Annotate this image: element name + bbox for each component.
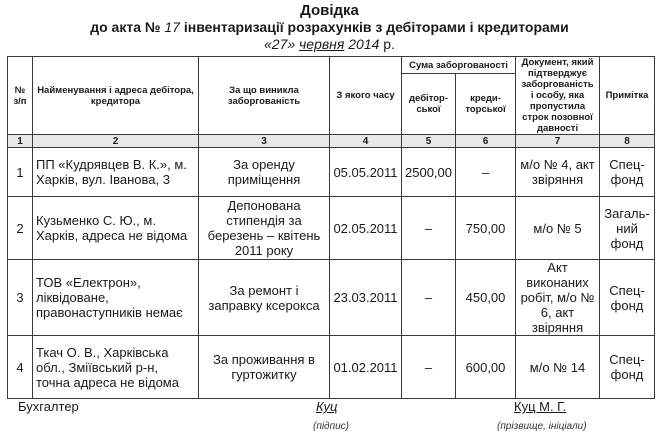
header-debit: дебітор-ської	[402, 74, 456, 135]
header-credit: креди-торської	[456, 74, 516, 135]
row-credit: –	[456, 148, 516, 197]
table-row	[8, 197, 655, 260]
row-name: ТОВ «Електрон», ліквідоване, правонаступників немає	[33, 260, 199, 336]
accountant-name: Куц М. Г.	[514, 399, 567, 414]
date-day: «27»	[264, 36, 296, 52]
row-document: м/о № 14	[516, 336, 600, 399]
title-subtitle	[0, 19, 659, 36]
row-name: Ткач О. В., Харківська обл., Зміївський р-н, точна адреса не відома	[33, 336, 199, 399]
header-since: З якого часу	[330, 57, 402, 135]
date-year: 2014	[348, 36, 380, 52]
row-since: 05.05.2011	[330, 148, 402, 197]
row-note: Спец-фонд	[600, 260, 655, 336]
row-debit: –	[402, 197, 456, 260]
row-note: Спец-фонд	[600, 148, 655, 197]
header-debt-group: Сума заборгованості	[402, 57, 516, 74]
column-number: 6	[456, 135, 516, 148]
row-name: Кузьменко С. Ю., м. Харків, адреса не відома	[33, 197, 199, 260]
row-credit: 600,00	[456, 336, 516, 399]
row-name: ПП «Кудрявцев В. К.», м. Харків, вул. Іванова, 3	[33, 148, 199, 197]
row-reason: За оренду приміщення	[199, 148, 330, 197]
row-document: м/о № 5	[516, 197, 600, 260]
row-reason: За проживання в гуртожитку	[199, 336, 330, 399]
header-document: Документ, який підтверджує заборгованість і особу, яка пропустила строк позовної давності	[516, 57, 600, 135]
row-num: 4	[8, 336, 33, 399]
header-num: № з/п	[8, 57, 33, 135]
row-since: 23.03.2011	[330, 260, 402, 336]
column-number: 3	[199, 135, 330, 148]
row-debit: –	[402, 336, 456, 399]
column-number: 1	[8, 135, 33, 148]
subtitle-suffix: інвентаризації розрахунків з дебіторами і кредиторами	[179, 19, 569, 35]
row-reason: Депонована стипендія за березень – квітень 2011 року	[199, 197, 330, 260]
row-document: м/о № 4, акт звіряння	[516, 148, 600, 197]
column-number: 8	[600, 135, 655, 148]
row-num: 3	[8, 260, 33, 336]
column-numbers-row	[8, 135, 655, 148]
column-number: 4	[330, 135, 402, 148]
table-row	[8, 148, 655, 197]
row-reason: За ремонт і заправку ксерокса	[199, 260, 330, 336]
header-name: Найменування і адреса дебітора, кредитора	[33, 57, 199, 135]
signature-caption: (підпис)	[313, 421, 349, 432]
title-date	[0, 36, 659, 53]
row-since: 01.02.2011	[330, 336, 402, 399]
header-note: Примітка	[600, 57, 655, 135]
column-number: 7	[516, 135, 600, 148]
table-row	[8, 260, 655, 336]
title-heading: Довідка	[300, 2, 359, 19]
row-since: 02.05.2011	[330, 197, 402, 260]
document-title	[0, 2, 659, 53]
column-number: 5	[402, 135, 456, 148]
row-debit: –	[402, 260, 456, 336]
debts-table	[7, 56, 655, 399]
row-document: Акт виконаних робіт, м/о № 6, акт звіряння	[516, 260, 600, 336]
accountant-signature: Куц	[316, 399, 338, 414]
row-num: 1	[8, 148, 33, 197]
accountant-role: Бухгалтер	[18, 399, 79, 414]
row-credit: 750,00	[456, 197, 516, 260]
column-number: 2	[33, 135, 199, 148]
row-debit: 2500,00	[402, 148, 456, 197]
row-num: 2	[8, 197, 33, 260]
name-caption: (прізвище, ініціали)	[497, 421, 587, 432]
act-number: 17	[164, 19, 180, 35]
row-note: Спец-фонд	[600, 336, 655, 399]
subtitle-prefix: до акта №	[90, 19, 165, 35]
date-month: червня	[299, 36, 345, 52]
header-reason: За що виникла заборгованість	[199, 57, 330, 135]
row-credit: 450,00	[456, 260, 516, 336]
row-note: Загаль-ний фонд	[600, 197, 655, 260]
table-row	[8, 336, 655, 399]
date-suffix: р.	[379, 36, 395, 52]
